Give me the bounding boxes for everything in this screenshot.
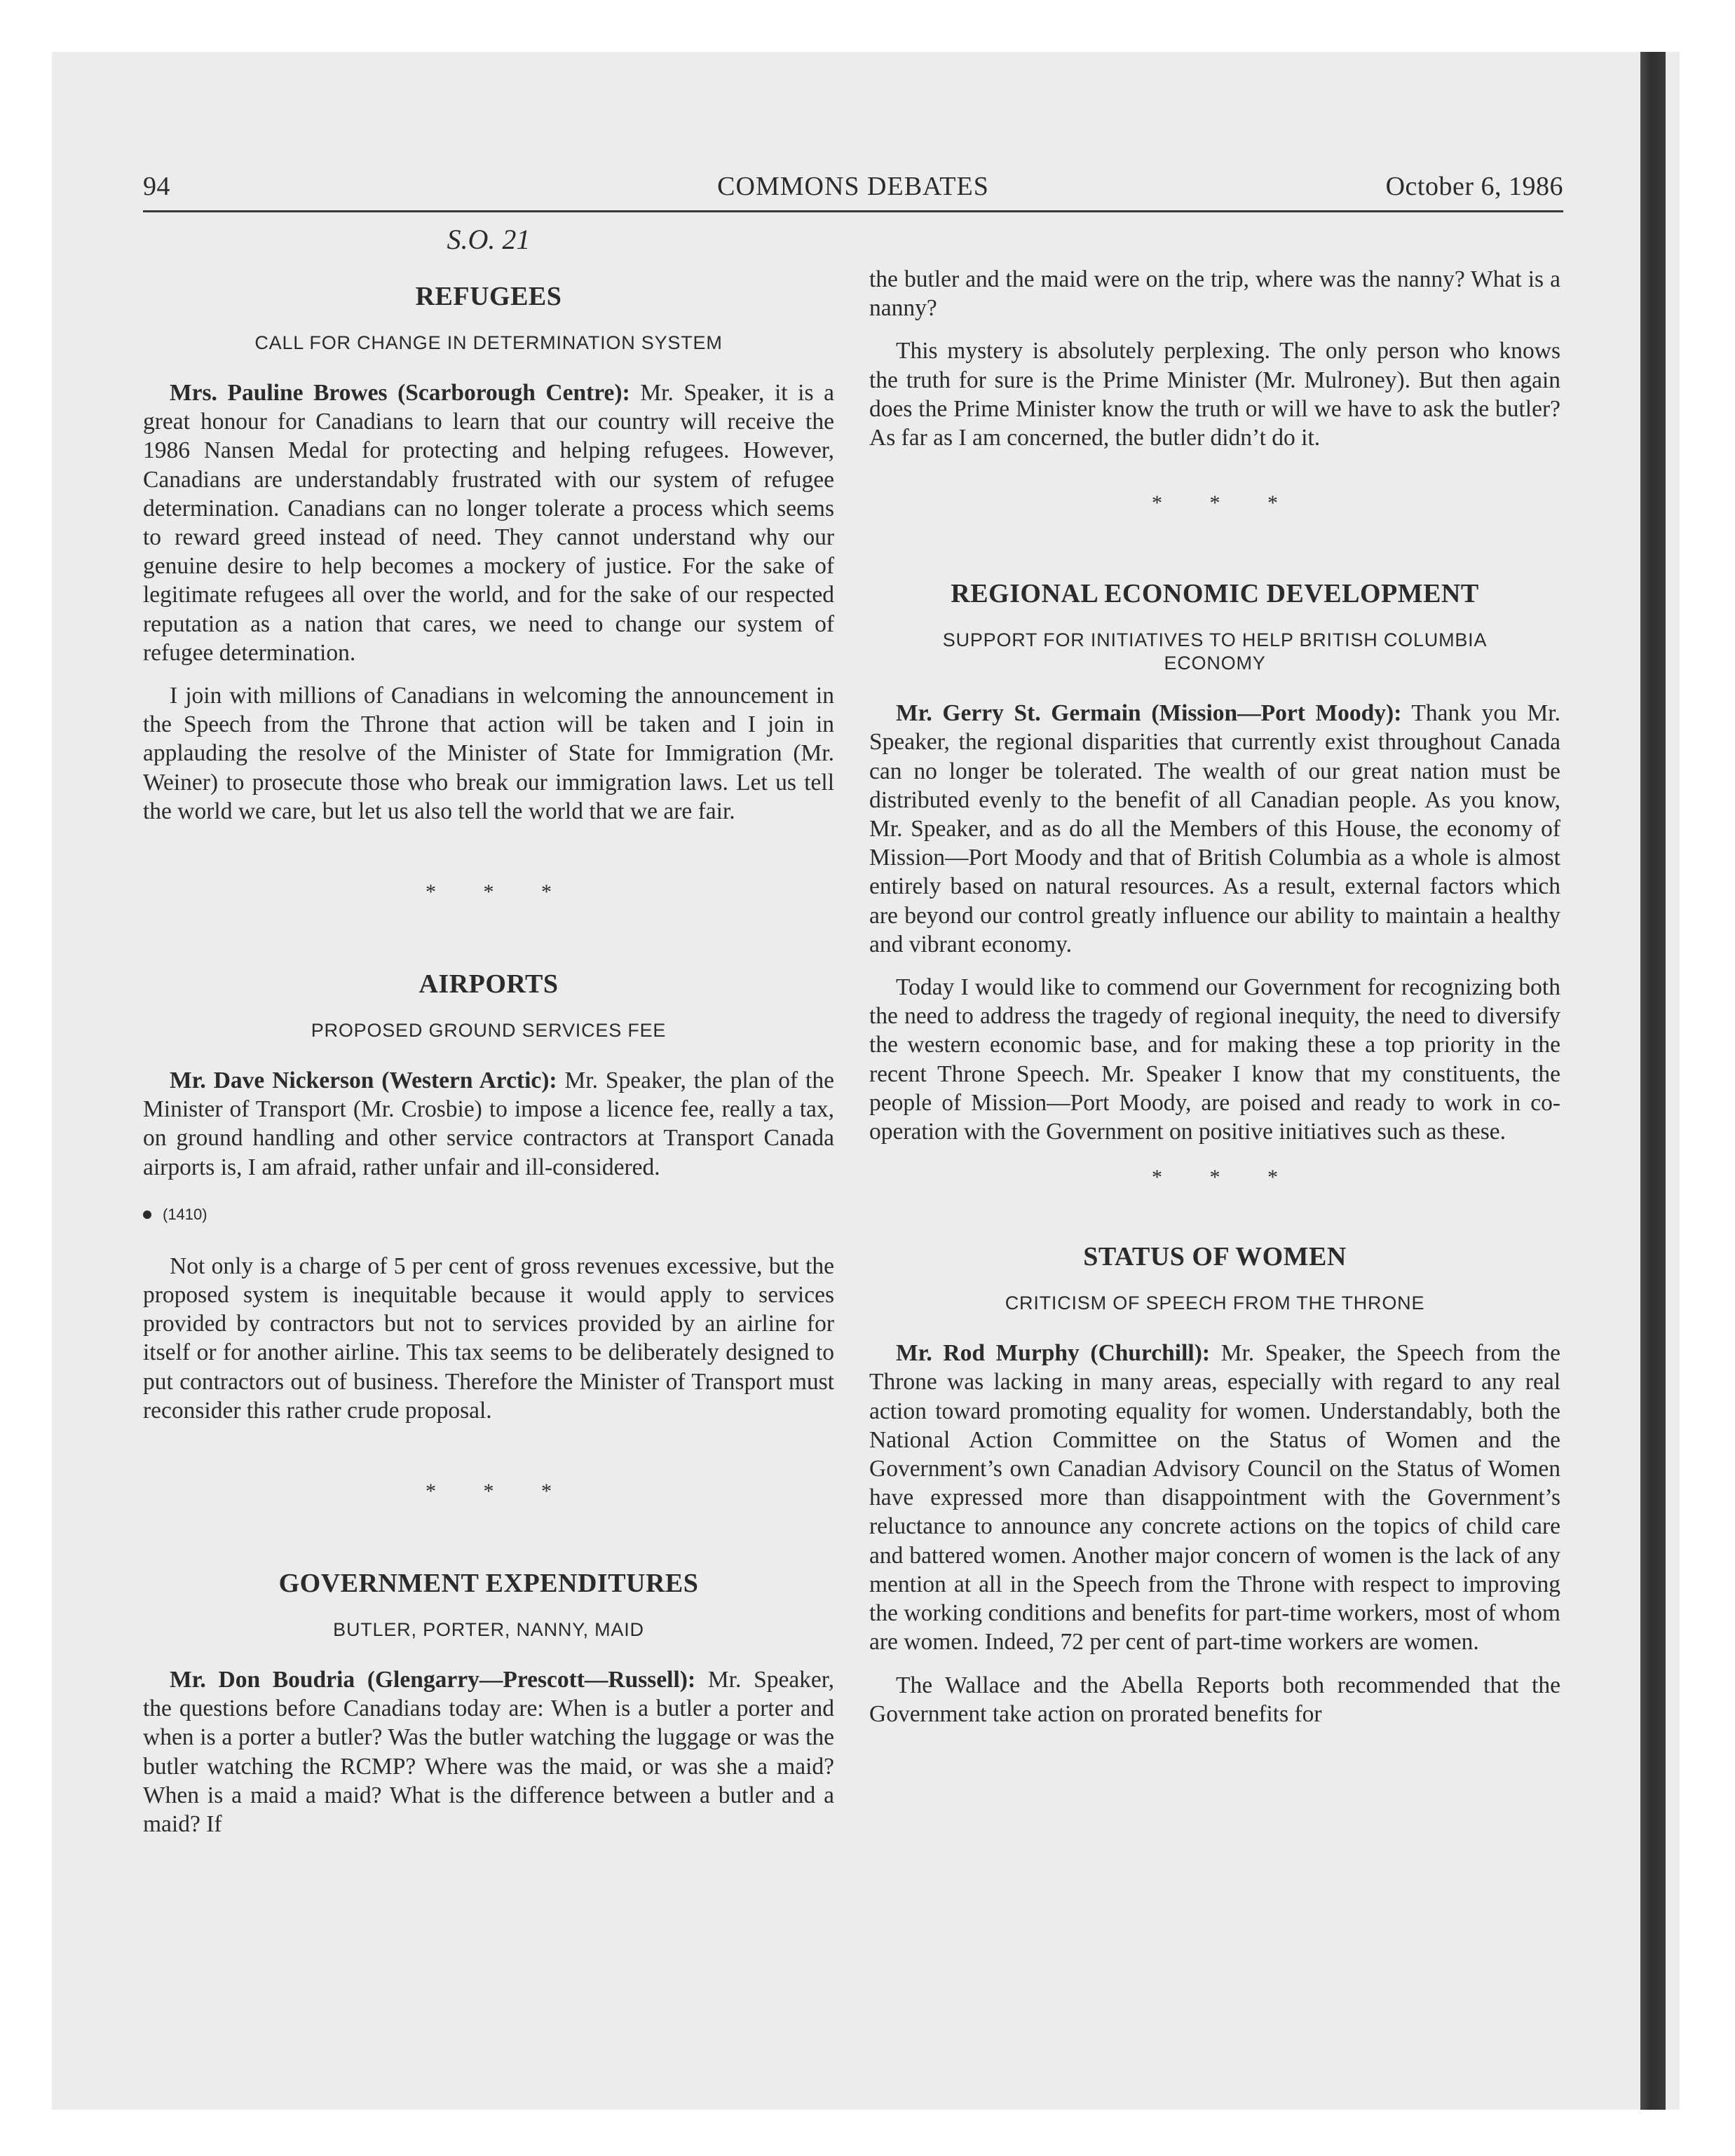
paragraph: Not only is a charge of 5 per cent of gross revenues excessive, but the proposed system is inequitable because it would apply to services provided by contractors but not to services provided by an airline for itself or for another airline. This tax seems to be deliberately designed to put contractors out of business. Therefore the Minister of Transport must reconsider this rather crude proposal. [143,1253,834,1424]
paragraph [869,699,1560,959]
section-heading: REGIONAL ECONOMIC DEVELOPMENT [951,579,1479,609]
section-refugees [143,281,834,826]
section-subheading: BUTLER, PORTER, NANNY, MAID [333,1619,644,1641]
time-marker [143,1206,834,1224]
section-government-expenditures [143,1568,834,1838]
section-subheading: PROPOSED GROUND SERVICES FEE [311,1020,667,1042]
page-date: October 6, 1986 [1385,172,1563,201]
paragraph [869,1339,1560,1656]
paragraph [143,1665,834,1838]
left-column [143,217,834,1838]
section-separator: * * * [1152,1166,1299,1189]
section-status-of-women [869,1241,1560,1728]
paragraph: the butler and the maid were on the trip, where was the nanny? What is a nanny? [869,266,1560,322]
speaker-name: Mr. Gerry St. Germain (Mission—Port Moody): [896,700,1402,727]
section-separator: * * * [426,880,573,904]
section-regional-economic-development [869,578,1560,1146]
page-number: 94 [143,172,170,201]
bullet-icon [143,1210,151,1219]
paragraph-text: Thank you Mr. Speaker, the regional disparities that currently exist throughout Canada can no longer be tolerated. The wealth of our great nation must be distributed evenly to the benefit of all Canadian people. As you know, Mr. Speaker, and as do all the Members of this House, the economy of Mission—Port Moody and that of British Columbia as a whole is almost entirely based on natural resources. As a result, external factors which are beyond our control greatly influence our ability to maintain a healthy and vibrant economy. [869,700,1560,957]
section-subheading: CRITICISM OF SPEECH FROM THE THRONE [1005,1292,1425,1314]
paragraph-text: Mr. Speaker, the questions before Canadians today are: When is a butler a porter and when is a porter a butler? Was the butler watching the luggage or was the butler watching the RCMP? Where was the maid, or was she a maid? When is a maid a maid? What is the difference between a butler and a maid? If [143,1667,834,1838]
section-heading: STATUS OF WOMEN [1083,1242,1347,1272]
speaker-name: Mr. Dave Nickerson (Western Arctic): [170,1067,557,1094]
binding-edge [1640,52,1666,2110]
publication-title: COMMONS DEBATES [717,172,989,201]
paragraph-text: Mr. Speaker, the Speech from the Throne was lacking in many areas, especially with regard to any real action toward promoting equality for women. Understandably, both the National Action Committee on the Status of Women and the Government’s own Canadian Advisory Council on the Status of Women have expressed more than disappointment with the Government’s reluctance to announce any concrete actions on the topics of child care and battered women. Another major concern of women is the lack of any mention at all in the Speech from the Throne with respect to improving the working conditions and benefits for part-time workers, most of whom are women. Indeed, 72 per cent of part-time workers are women. [869,1340,1561,1656]
section-separator: * * * [426,1480,573,1503]
section-heading: AIRPORTS [419,969,559,999]
section-separator: * * * [1152,491,1299,515]
speaker-name: Mrs. Pauline Browes (Scarborough Centre): [170,380,630,406]
section-heading: GOVERNMENT EXPENDITURES [278,1569,699,1599]
paragraph-text: Mr. Speaker, the plan of the Minister of Transport (Mr. Crosbie) to impose a licence fee, really a tax, on ground handling and other service contractors at Transport Canada airports is, I am afraid, rather unfair and ill-considered. [143,1067,834,1180]
paragraph [143,1066,834,1182]
page-header [143,168,1563,212]
right-column [869,265,1560,1728]
paragraph [143,378,834,667]
speaker-name: Mr. Rod Murphy (Churchill): [896,1340,1211,1367]
section-airports [143,969,834,1425]
paragraph: This mystery is absolutely perplexing. The only person who knows the truth for sure is the Prime Minister (Mr. Mulroney). But then again does the Prime Minister know the truth or will we have to ask the butler? As far as I am concerned, the butler didn’t do it. [869,338,1560,451]
section-subheading: SUPPORT FOR INITIATIVES TO HELP BRITISH COLUMBIA ECONOMY [942,629,1488,674]
paragraph: I join with millions of Canadians in welcoming the announcement in the Speech from the Throne that action will be taken and I join in applauding the resolve of the Minister of State for Immigration (Mr. Weiner) to prosecute those who break our immigration laws. Let us tell the world we care, but let us also tell the world that we are fair. [143,683,834,824]
section-heading: REFUGEES [415,282,562,311]
paragraph-text: Mr. Speaker, it is a great honour for Canadians to learn that our country will receive the 1986 Nansen Medal for protecting and helping refugees. However, Canadians are understandably frustrated with our system of refugee determination. Canadians can no longer tolerate a process which seems to reward greed instead of need. They cannot understand why our genuine desire to help becomes a mockery of justice. For the sake of legitimate refugees all over the world, and for the sake of our respected reputation as a nation that cares, we need to change our system of refugee determination. [143,380,834,666]
time-marker-text: (1410) [163,1205,207,1223]
standing-order-tag: S.O. 21 [447,224,531,255]
speaker-name: Mr. Don Boudria (Glengarry—Prescott—Russell): [170,1667,696,1693]
section-subheading: CALL FOR CHANGE IN DETERMINATION SYSTEM [254,332,723,353]
section-government-expenditures-continued [869,265,1560,452]
paragraph: The Wallace and the Abella Reports both recommended that the Government take action on prorated benefits for [869,1672,1560,1727]
paragraph: Today I would like to commend our Government for recognizing both the need to address the tragedy of regional inequity, the need to diversify the western economic base, and for making these a top priority in the recent Throne Speech. Mr. Speaker I know that my constituents, the people of Mission—Port Moody, are poised and ready to work in co-operation with the Government on positive initiatives such as these. [869,974,1560,1145]
